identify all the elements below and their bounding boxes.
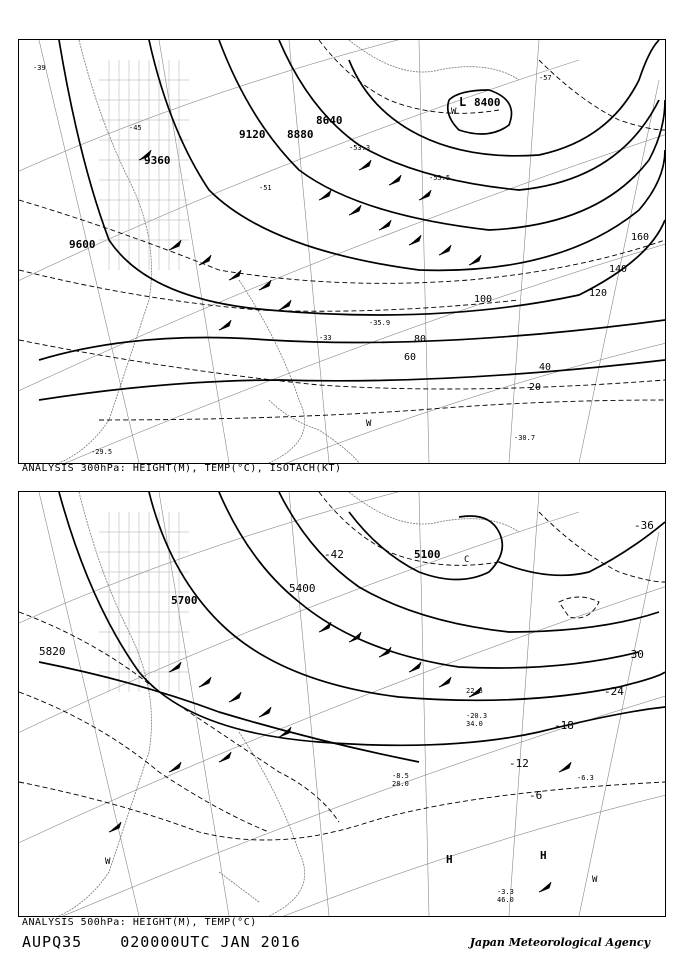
map-500hpa-svg xyxy=(19,492,665,916)
station-label: -3.3 xyxy=(497,888,514,896)
temp-label: -51 xyxy=(259,184,272,192)
height-label: 5100 xyxy=(414,548,441,561)
station-label: 28.0 xyxy=(392,780,409,788)
isotach-contours xyxy=(19,40,665,420)
temp-label-group xyxy=(33,64,552,456)
analysis-300hpa-map xyxy=(18,39,666,464)
isotach-label: 40 xyxy=(539,362,552,373)
isotherm-label: -6 xyxy=(529,789,543,802)
isotach-label: 60 xyxy=(404,352,417,363)
temp-label: -29.5 xyxy=(91,448,113,456)
height-label: 9360 xyxy=(144,154,171,167)
isotherm-label: -42 xyxy=(324,548,344,561)
analysis-500hpa-map xyxy=(18,491,666,917)
caption-300hpa: ANALYSIS 300hPa: HEIGHT(M), TEMP(°C), ISOTACH(KT) xyxy=(22,463,342,474)
isotherm-label: -30 xyxy=(624,648,644,661)
isotherm-contours xyxy=(19,492,665,840)
height-label: 8640 xyxy=(316,114,343,127)
temp-label: -57 xyxy=(539,74,552,82)
pressure-center-symbol: W xyxy=(366,419,372,429)
isotherm-label: -12 xyxy=(509,757,529,770)
station-label: -20.3 xyxy=(466,712,488,720)
pressure-center-symbol: L xyxy=(459,95,467,109)
isotherm-label: -36 xyxy=(634,519,654,532)
station-label: 46.0 xyxy=(497,896,514,904)
pressure-center-symbol: W xyxy=(592,875,598,885)
isotach-label: 100 xyxy=(474,294,493,305)
isotherm-label: -24 xyxy=(604,685,624,698)
height-label: 5400 xyxy=(289,582,316,595)
product-code: AUPQ35 xyxy=(22,933,83,951)
station-label: -8.5 xyxy=(392,772,409,780)
isotach-label: 80 xyxy=(414,334,427,345)
agency-name: Japan Meteorological Agency xyxy=(469,936,650,949)
map-300hpa-svg xyxy=(19,40,665,463)
temp-label: -35.9 xyxy=(369,319,391,327)
pressure-center-symbol: W xyxy=(451,107,457,117)
isotach-label: 160 xyxy=(631,232,650,243)
height-label: 8880 xyxy=(287,128,314,141)
temp-label: -45 xyxy=(129,124,142,132)
station-label: -6.3 xyxy=(577,774,594,782)
temp-label: -55.5 xyxy=(429,174,451,182)
temp-label: -53.3 xyxy=(349,144,371,152)
isotach-label: 140 xyxy=(609,264,628,275)
pressure-center-symbol: W xyxy=(105,857,111,867)
temp-label: -30.7 xyxy=(514,434,536,442)
isotherm-label: -18 xyxy=(554,719,574,732)
temp-label: -33 xyxy=(319,334,332,342)
pressure-center-symbol: H xyxy=(446,853,453,866)
height-label: 9120 xyxy=(239,128,266,141)
height-label: 8400 xyxy=(474,96,501,109)
isotach-label: 20 xyxy=(529,382,542,393)
wind-barbs xyxy=(109,622,571,892)
station-label: 22.3 xyxy=(466,687,483,695)
height-label: 5820 xyxy=(39,645,66,658)
pressure-center-symbol: C xyxy=(464,555,470,565)
isotherm-label-group xyxy=(324,519,654,802)
valid-time: 020000UTC JAN 2016 xyxy=(120,933,301,951)
temp-label: -39 xyxy=(33,64,46,72)
height-label: 9600 xyxy=(69,238,96,251)
product-line xyxy=(22,933,329,951)
graticule xyxy=(19,40,665,463)
station-label: 34.0 xyxy=(466,720,483,728)
isotach-label: 120 xyxy=(589,288,608,299)
pressure-center-symbol: H xyxy=(540,849,547,862)
height-label: 5700 xyxy=(171,594,198,607)
caption-500hpa: ANALYSIS 500hPa: HEIGHT(M), TEMP(°C) xyxy=(22,917,257,928)
